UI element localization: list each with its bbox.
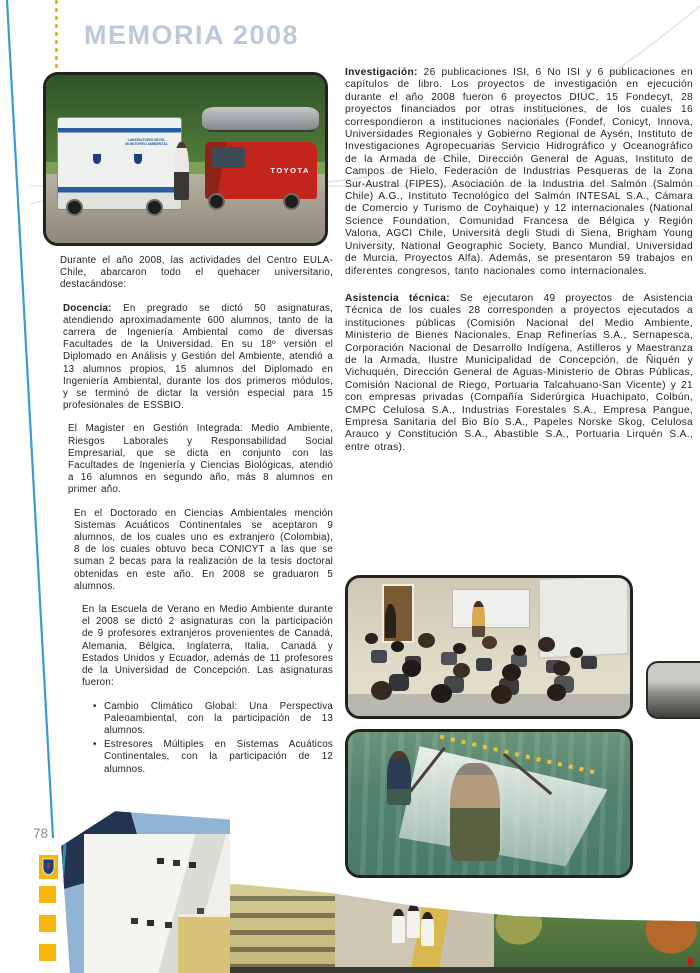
docencia-paragraph — [60, 303, 333, 413]
researcher-left — [387, 751, 411, 805]
page-number: 78 — [33, 826, 49, 841]
van-side-label: LABORATORIO MOVIL MONITOREO AMBIENTAL — [125, 137, 168, 146]
roof-rack — [208, 130, 314, 132]
wheel — [66, 199, 83, 216]
escuela-paragraph: En la Escuela de Verano en Medio Ambiente durante el 2008 se dictó 2 asignaturas con la participación de 9 profesores extranjeros provenientes de Canadá, Alemania, Bélgica, Inglaterra, Italia, Canadá y Estados Unidos y Ecuador, además de 11 profesores de la Universidad de Concepción. Las asignaturas fueron: — [82, 604, 333, 689]
mobile-lab-truck-photo — [43, 72, 328, 246]
udec-shield-logo — [39, 855, 58, 879]
van-shield-emblem — [134, 154, 142, 164]
course-list — [60, 701, 333, 776]
van-shield-emblem — [93, 154, 101, 164]
yellow-square — [39, 944, 56, 961]
red-pickup-truck — [205, 142, 317, 199]
classroom-floor — [348, 694, 630, 716]
yellow-square — [39, 915, 56, 932]
person-in-red — [688, 957, 693, 966]
mobile-laboratory-van — [57, 117, 182, 210]
left-column — [60, 255, 333, 778]
standing-woman — [385, 604, 396, 638]
pickup-window — [212, 147, 245, 169]
lab-person — [392, 909, 405, 943]
investigacion-body: 26 publicaciones ISI, 6 No ISI y 6 publicaciones en capítulos de libro. Los proyectos de investigación en ejecución durante el año 2008 fueron 6 proyectos DIUC, 15 Fondecyt, 28 proyectos financiados por otras instituciones, de los cuales 16 correspondieron a instituciones nacionales (Fondef, Conicyt, Innova, Universidades Regionales y Gobierno Regional de Aysén, Instituto de Investigaciones Agropecuarias Servicio Hidrográfico y Oceanográfico de la Armada de Chile, Dirección General de Aguas, Instituto de Campos de Hielo, Federación de Industrias Pesqueras de la Zona Sur-Austral (FIPES), Asociación de la Industria del Salmón (Salmón Chile) A.G., Instituto Tecnológico del Salmón INTESAL S.A., Cámara de Comercio y Turismo de Coyhaique) y 12 internacionales (National Science Foundation, Comunidad Francesa de Bélgica y Región Valona, AGCI Chile, Universitá degli Studi di Siena, Brigham Young University, National Geographic Society, Banco Mundial, Universidad de Murcia, Proyectos Alfa). Además, se presentaron 59 trabajos en diferentes congresos, tanto nacionales como internacionales. — [345, 67, 693, 277]
doctorado-paragraph: En el Doctorado en Ciencias Ambientales mención Sistemas Acuáticos Continentales se aceptaron 9 alumnos, de los cuales uno es extranjero (Colombia), 8 de los cuales obtuvo beca CONICYT a las que se suman 2 becas para la realización de la tesis doctoral obtenidas en este año. En 2008 se graduaron 5 alumnos. — [74, 507, 333, 592]
course-item-1: • Cambio Climático Global: Una Perspectiva Paleoambiental, con la participación de 13 alumnos. — [104, 701, 333, 738]
campus-building-photo — [56, 808, 230, 973]
edge-photo-fragment — [646, 661, 700, 719]
intro-paragraph: Durante el año 2008, las actividades del Centro EULA-Chile, abarcaron todo el quehacer universitario, destacándose: — [60, 255, 333, 291]
wheel — [283, 193, 300, 210]
road-strip — [186, 967, 700, 973]
course-item-2: • Estresores Múltiples en Sistemas Acuáticos Continentales, con la participación de 12 alumnos. — [104, 739, 333, 776]
investigacion-lead: Investigación: — [345, 67, 418, 78]
lecturer — [472, 601, 485, 637]
standing-person — [174, 142, 189, 200]
toyota-logo-text: TOYOTA — [270, 166, 310, 176]
magister-paragraph: El Magister en Gestión Integrada: Medio Ambiente, Riesgos Laborales y Responsabilidad Social Empresarial, que se dicta en conjunto con las Facultades de Ingeniería y Ciencias Biológicas, atendió a 16 alumnos en segundo año, más 8 alumnos en primer año. — [68, 423, 333, 496]
inflatable-boat — [202, 107, 319, 133]
docencia-lead: Docencia: — [63, 302, 112, 314]
building-windows — [157, 858, 164, 864]
asistencia-lead: Asistencia técnica: — [345, 292, 450, 304]
docencia-body: En pregrado se dictó 50 asignaturas, atendiendo aproximadamente 600 alumnos, tanto de la carrera de Ingeniería Ambiental como de diversas Facultades de la Universidad. En su 18º versión el Diplomado en Análisis y Gestión del Ambiente, atendió a 13 alumnos propios, 15 alumnos del Diplomado en Ingeniería Ambiental, durante los dos primeros módulos, y se terminó de dictar la versión especial para 15 profesionales de ESSBIO. — [63, 302, 333, 412]
investigacion-paragraph — [345, 67, 693, 278]
yellow-balcony — [178, 914, 230, 973]
researcher-center — [450, 763, 500, 861]
lab-person — [407, 904, 420, 938]
audience-chairs — [371, 650, 387, 663]
page-title: MEMORIA 2008 — [84, 20, 300, 50]
wheel — [208, 193, 225, 210]
projection-screen — [540, 576, 627, 658]
right-column — [345, 67, 693, 469]
river-net-sampling-photo — [345, 729, 633, 878]
asistencia-paragraph — [345, 293, 693, 454]
classroom-lecture-photo — [345, 575, 633, 719]
asistencia-body: Se ejecutaron 49 proyectos de Asistencia Técnica de los cuales 28 corresponden a proyectos ejecutados a instituciones públicas (Comisión Nacional del Medio Ambiente, Ministerio de Bienes Nacionales, Enap Refinerías S.A., Sernapesca, Corporación Nacional de Desarrollo Indígena, Astilleros y Maestranza de la Armada, Ilustre Municipalidad de Concepción, de Ñiquén y Vichuquén, Dirección General de Aguas-Ministerio de Obras Públicas, Comisión Nacional de Riego, Portuaria Talcahuano-San Vicente) y 21 con empresas privadas (Compañía Siderúrgica Huachipato, Colbún, CMPC Celulosa S.A., Industrias Forestales S.A., Empresa Pangue, Empresa Sanitaria del Bio Bío S.A., Papeles Norske Skog, Celulosa Arauco y Constitución S.A., Abastible S.A., Portuaria Lirquén S.A., entre otras). — [345, 292, 693, 453]
yellow-square — [39, 886, 56, 903]
whiteboard — [452, 589, 530, 628]
lab-person — [421, 912, 434, 946]
